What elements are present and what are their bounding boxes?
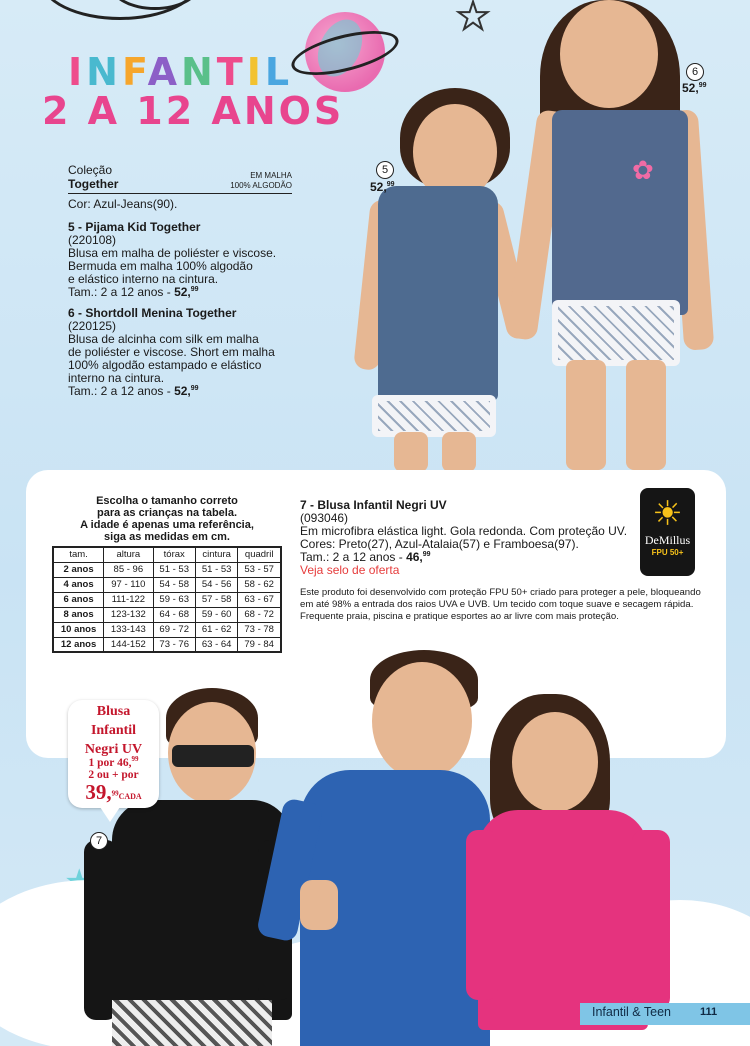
product-price: 46,: [406, 550, 423, 564]
page-title-infantil: INFANTIL: [68, 50, 294, 94]
collection-color: Cor: Azul-Jeans(90).: [68, 197, 178, 211]
photo-price-tag: 52,99: [682, 81, 707, 95]
product-sizes-price: Tam.: 2 a 12 anos - 52,99: [68, 384, 199, 398]
material-info: EM MALHA 100% ALGODÃO: [230, 171, 292, 190]
printed-shorts: [112, 1000, 272, 1046]
fpu-label: FPU 50+: [651, 548, 684, 557]
footer-section: Infantil & Teen: [592, 1005, 671, 1019]
product-code: (220108): [68, 233, 117, 247]
product-7-info: 7 - Blusa Infantil Negri UV (093046) Em microfibra elástica light. Gola redonda. Com proteção UV. Cores: Preto(27), Azul-Atalaia(57) e Framboesa(97). Tam.: 2 a 12 anos - 46,99 Veja selo de oferta: [300, 499, 640, 577]
table-header-row: tam. altura tórax cintura quadril: [53, 547, 281, 562]
sun-icon: ☀: [652, 494, 683, 534]
product-sizes-price: Tam.: 2 a 12 anos - 52,99: [68, 285, 199, 299]
table-row: 10 anos 133-143 69 - 72 61 - 62 73 - 78: [53, 622, 281, 637]
sunglasses: [172, 745, 254, 767]
star-outline-icon: ★: [456, 0, 491, 38]
product-number-badge: 5: [376, 161, 394, 179]
flower-print-icon: ✿: [632, 156, 654, 186]
collection-name: Together: [68, 177, 119, 191]
collection-info: [68, 163, 292, 211]
table-row: 2 anos 85 - 96 51 - 53 51 - 53 53 - 57: [53, 562, 281, 577]
table-row: 4 anos 97 - 110 54 - 58 54 - 56 58 - 62: [53, 577, 281, 592]
size-chart-intro: Escolha o tamanho correto para as crianças na tabela. A idade é apenas uma referência, siga as medidas em cm.: [80, 495, 254, 543]
product-title: 5 - Pijama Kid Together: [68, 220, 201, 234]
product-number-badge: 6: [686, 63, 704, 81]
page-title-age: 2 A 12 ANOS: [42, 89, 345, 133]
product-price: 52,: [174, 285, 191, 299]
product-6-info: 6 - Shortdoll Menina Together (220125) Blusa de alcinha com silk em malha de poliéster e viscose. Short em malha 100% algodão estampado e elástico interno na cintura. Tam.: 2 a 12 anos - 52,99: [68, 307, 293, 398]
fpu-badge: [640, 488, 695, 576]
product-code: (220125): [68, 319, 117, 333]
page-number: 111: [700, 1006, 718, 1018]
product-5-info: 5 - Pijama Kid Together (220108) Blusa em malha de poliéster e viscose. Bermuda em malha 100% algodão e elástico interno na cintura. Tam.: 2 a 12 anos - 52,99: [68, 221, 293, 299]
product-7-description: Este produto foi desenvolvido com proteção FPU 50+ criado para proteger a pele, bloqueando em até 98% a entrada dos raios UVA e UVB. Um tecido com toque suave e secagem rápida. Frequente praia, piscina e pratique esportes ao ar livre com mais proteção.: [300, 587, 701, 622]
offer-bubble: Blusa Infantil Negri UV 1 por 46,99 2 ou + por 39,99CADA: [68, 700, 159, 808]
product-colors: Cores: Preto(27), Azul-Atalaia(57) e Framboesa(97).: [300, 537, 579, 551]
product-title: 7 - Blusa Infantil Negri UV: [300, 498, 447, 512]
table-row: 12 anos 144-152 73 - 76 63 - 64 79 - 84: [53, 637, 281, 652]
product-title: 6 - Shortdoll Menina Together: [68, 306, 237, 320]
collection-label: Coleção: [68, 163, 113, 177]
photo-price-tag: 52,99: [370, 180, 395, 194]
product-price: 52,: [174, 384, 191, 398]
offer-note: Veja selo de oferta: [300, 563, 400, 577]
table-row: 6 anos 111-122 59 - 63 57 - 58 63 - 67: [53, 592, 281, 607]
product-sizes-price: Tam.: 2 a 12 anos - 46,99: [300, 550, 431, 564]
offer-multi-price: 39,99CADA: [85, 780, 142, 804]
product-code: (093046): [300, 511, 349, 525]
table-row: 8 anos 123-132 64 - 68 59 - 60 68 - 72: [53, 607, 281, 622]
offer-single-price: 1 por 46,99: [88, 755, 139, 769]
product-number-badge: 7: [90, 832, 108, 850]
fpu-brand: DeMillus: [644, 533, 691, 547]
size-chart-table: [52, 546, 282, 653]
